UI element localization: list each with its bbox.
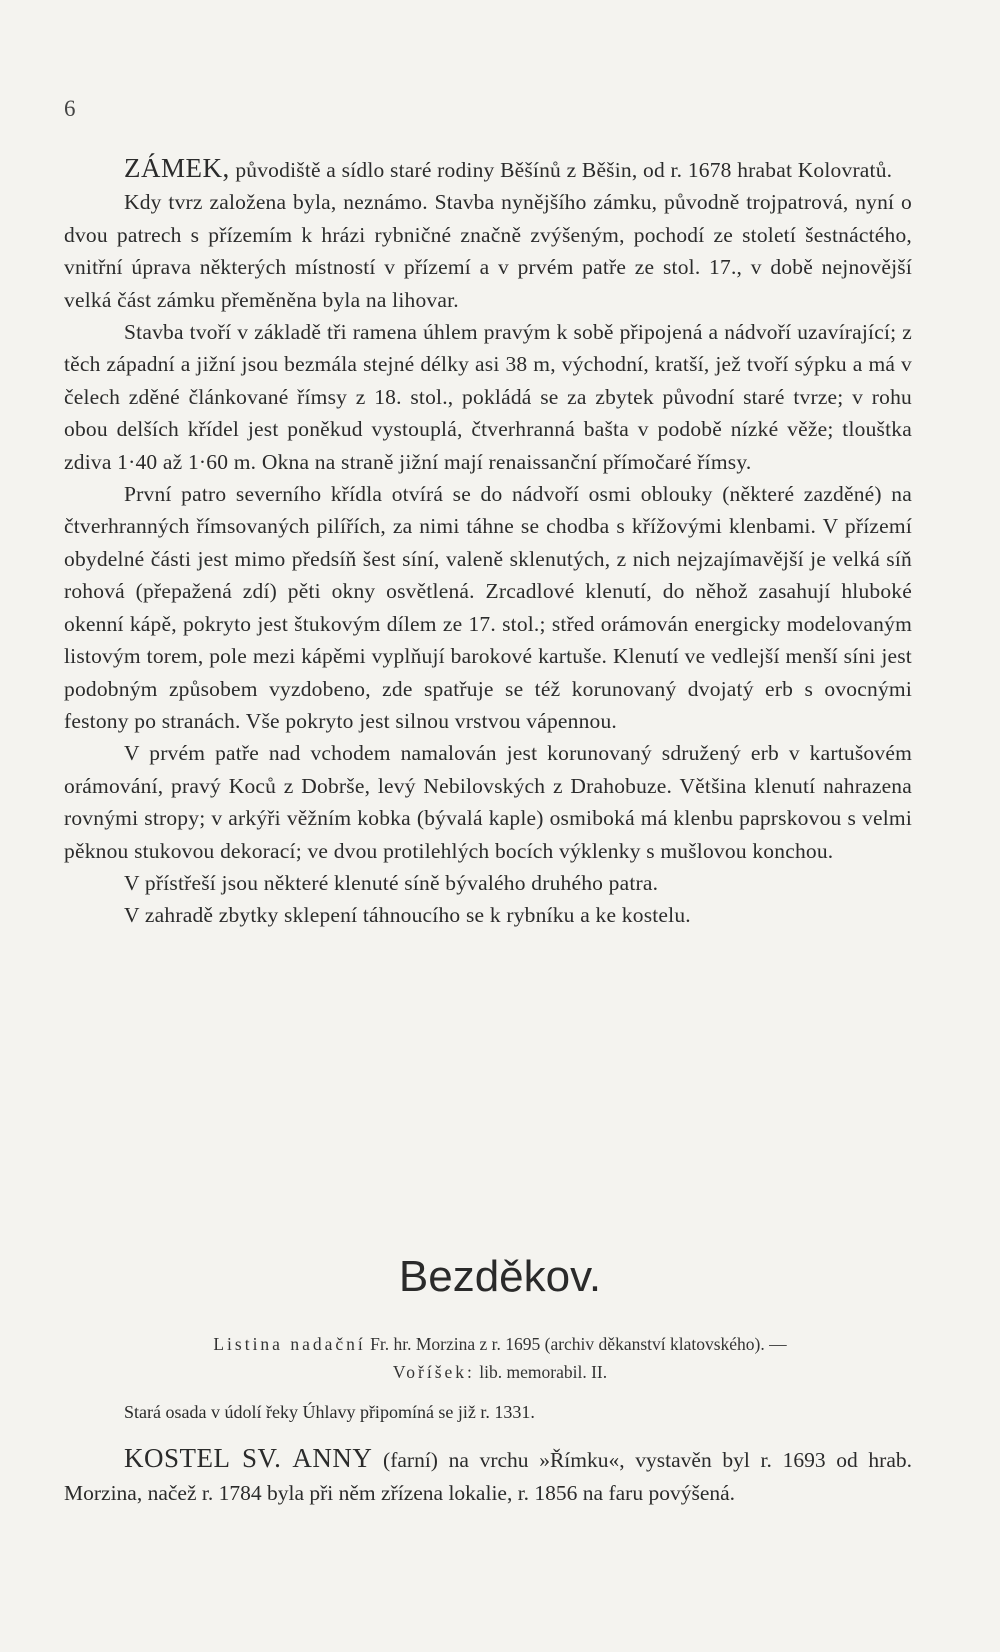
paragraph-kostel (64, 1442, 912, 1509)
bezdekov-section (64, 1396, 912, 1509)
paragraph-prvni-patro: První patro severního křídla otvírá se do nádvoří osmi oblouky (některé zazděné) na čtverhranných římsovaných pilířích, za nimi táhne se chodba s křížovými klenbami. V přízemí obydelné části jest mimo předsíň šest síní, valeně sklenutých, z nich nejzajímavější je velká síň rohová (přepažená zdí) pěti okny osvětlená. Zrcadlové klenutí, do něhož zasahují hluboké okenní kápě, pokryto jest štukovým dílem ze 17. stol.; střed orámován energicky modelovaným listovým torem, pole mezi kápěmi vyplňují barokové kartuše. Klenutí ve vedlejší menší síni jest podobným způsobem vyzdobeno, zde spatřuje se též korunovaný dvojatý erb s ovocnými festony po stranách. Vše pokryto jest silnou vrstvou vápennou. (64, 482, 912, 733)
paragraph-prvem-patre: V prvém patře nad vchodem namalován jest korunovaný sdružený erb v kartušovém orámování, pravý Koců z Dobrše, levý Nebilovských z Drahobuze. Většina klenutí nahrazena rovnými stropy; v arkýři věžním kobka (bývalá kaple) osmiboká má klenbu paprskovou s velmi pěknou stukovou dekorací; ve dvou protilehlých bocích výklenky s mušlovou konchou. (64, 741, 912, 863)
source-spaced-1: Listina nadační (213, 1334, 366, 1354)
bezdekov-intro: Stará osada v údolí řeky Úhlavy připomíná se již r. 1331. (124, 1402, 535, 1422)
source-line-1 (80, 1330, 920, 1358)
source-citation (80, 1330, 920, 1386)
kostel-text: (farní) na vrchu »Římku«, vystavěn byl r. 1693 od hrab. Morzina, načež r. 1784 byla při něm zřízena lokalie, r. 1856 na faru povýšená. (64, 1448, 912, 1505)
paragraph-text: původiště a sídlo staré rodiny Běšínů z Běšin, od r. 1678 hrabat Kolovratů. (229, 158, 893, 182)
paragraph-zamek-intro (64, 152, 912, 186)
source-spaced-2: Voříšek: (392, 1362, 475, 1382)
paragraph-stavba: Stavba tvoří v základě tři ramena úhlem pravým k sobě připojená a nádvoří uzavírající; z těch západní a jižní jsou bezmála stejné délky asi 38 m, východní, kratší, jež tvoří sýpku a má v čelech zděné článkované římsy z 18. stol., pokládá se za zbytek původní staré tvrze; v rohu obou delších křídel jest poněkud vystouplá, čtverhranná bašta v podobě nízké věže; tlouštka zdiva 1·40 až 1·60 m. Okna na straně jižní mají renaissanční přímočaré římsy. (64, 320, 912, 474)
source-line-2 (80, 1358, 920, 1386)
source-rest-1: Fr. hr. Morzina z r. 1695 (archiv děkanství klatovského). — (365, 1334, 787, 1354)
paragraph-zahrada: V zahradě zbytky sklepení táhnoucího se k rybníku a ke kostelu. (124, 903, 691, 928)
paragraph-tvrz: Kdy tvrz založena byla, neznámo. Stavba nynějšího zámku, původně trojpatrová, nyní o dvou patrech s přízemím k hrázi rybničné značně zvýšeným, pochodí ze století šestnáctého, vnitřní úprava některých místností v přízemí a v prvém patře ze stol. 17., v době nejnovější velká část zámku přeměněna byla na lihovar. (64, 190, 912, 312)
zamek-lead: ZÁMEK, (124, 153, 230, 183)
page-number: 6 (64, 96, 76, 121)
source-rest-2: lib. memorabil. II. (474, 1362, 608, 1382)
section-heading: Bezděkov. (398, 1252, 602, 1301)
kostel-lead: KOSTEL SV. ANNY (124, 1443, 373, 1474)
paragraph-pristresi: V přístřeší jsou některé klenuté síně bývalého druhého patra. (124, 870, 659, 895)
zamek-section (64, 152, 912, 932)
